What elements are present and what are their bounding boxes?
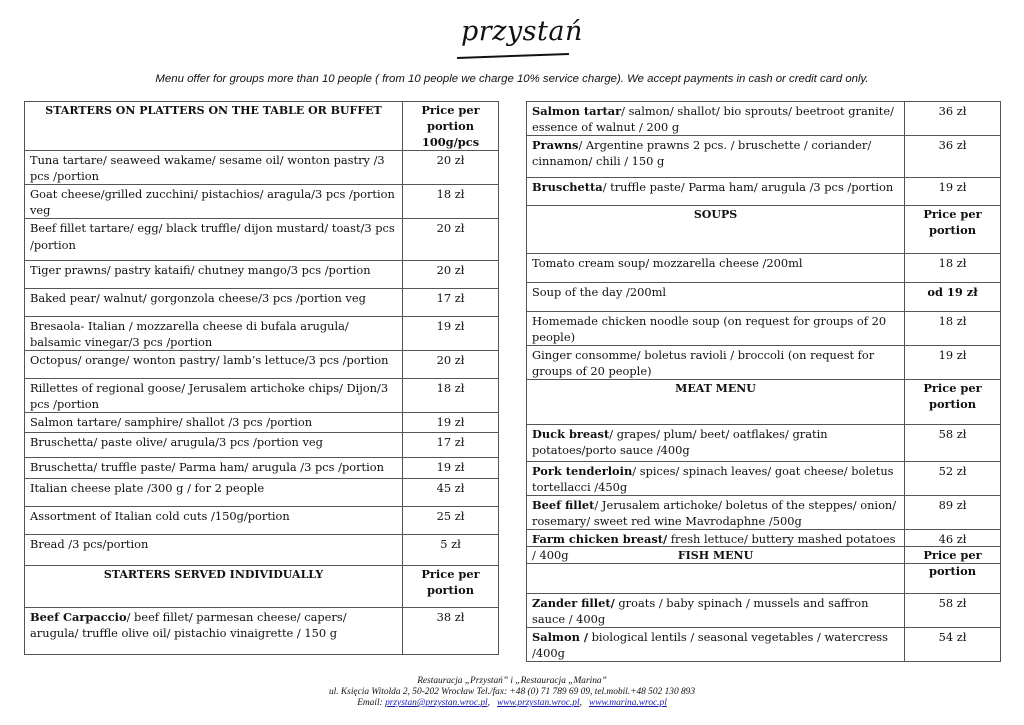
item-price: 17 zł [403,433,499,458]
dish-description: fresh lettuce/ buttery mashed potatoes / 400g [532,532,896,562]
menu-item: Octopus/ orange/ wonton pastry/ lamb’s lettuce/3 pcs /portion [25,351,403,379]
item-price: 19 zł [403,317,499,351]
website-link-przystan[interactable]: www.przystan.wroc.pl [497,698,580,708]
menu-item [527,178,905,206]
menu-item [527,136,905,178]
item-price: 46 zł [905,530,1001,564]
menu-item: Salmon tartare/ samphire/ shallot /3 pcs /portion [25,413,403,433]
footer [0,676,1024,709]
item-price: 58 zł [905,594,1001,628]
starters-platters-table [24,101,499,566]
dish-description: / spices/ spinach leaves/ goat cheese/ boletus tortellacci /450g [532,464,894,494]
logo-underline [457,53,569,59]
menu-item [25,608,403,655]
item-price: 19 zł [403,458,499,479]
menu-item: Bruschetta/ truffle paste/ Parma ham/ arugula /3 pcs /portion [25,458,403,479]
right-top-table [526,101,1001,564]
menu-item [527,425,905,462]
item-price: 25 zł [403,507,499,535]
item-price: 36 zł [905,102,1001,136]
footer-contact [0,698,1024,709]
logo-text: przystań [461,16,583,47]
restaurant-logo [453,12,583,62]
item-price: 18 zł [403,185,499,219]
item-price: 5 zł [403,535,499,566]
email-link[interactable]: przystan@przystan.wroc.pl [385,698,488,708]
item-price: 58 zł [905,425,1001,462]
menu-item [527,102,905,136]
item-price: 19 zł [905,178,1001,206]
item-price: 54 zł [905,628,1001,662]
item-price: 89 zł [905,496,1001,530]
dish-name: Salmon tartar [532,104,622,118]
item-price: 17 zł [403,289,499,317]
menu-item: Tomato cream soup/ mozzarella cheese /200ml [527,254,905,283]
dish-description: / Jerusalem artichoke/ boletus of the steppes/ onion/ rosemary/ sweet red wine Mavrodaphne /500g [532,498,897,528]
item-price: 20 zł [403,261,499,289]
item-price: 18 zł [905,254,1001,283]
section-title: STARTERS SERVED INDIVIDUALLY [25,566,403,608]
item-price: 18 zł [403,379,499,413]
section-title: FISH MENU [527,547,905,594]
item-price: 52 zł [905,462,1001,496]
item-price: 38 zł [403,608,499,655]
menu-item: Bresaola- Italian / mozzarella cheese di bufala arugula/ balsamic vinegar/3 pcs /portion [25,317,403,351]
menu-item [527,594,905,628]
footer-address: ul. Księcia Witolda 2, 50-202 Wrocław Tel./fax: +48 (0) 71 789 69 09, tel.mobil.+48 502 130 893 [328,687,696,697]
item-price: 36 zł [905,136,1001,178]
dish-name: Zander fillet/ [532,596,615,610]
dish-description: groats / baby spinach / mussels and saffron sauce / 400g [532,596,869,626]
menu-item: Tuna tartare/ seaweed wakame/ sesame oil/ wonton pastry /3 pcs /portion [25,151,403,185]
item-price: 20 zł [403,351,499,379]
item-price: 20 zł [403,219,499,261]
dish-name: Pork tenderloin [532,464,633,478]
menu-item: Tiger prawns/ pastry kataifi/ chutney mango/3 pcs /portion [25,261,403,289]
dish-description: / grapes/ plum/ beet/ oatflakes/ gratin potatoes/porto sauce /400g [532,427,828,457]
menu-item: Bread /3 pcs/portion [25,535,403,566]
fish-menu-table [526,546,1001,662]
item-price: 45 zł [403,479,499,507]
dish-description: / salmon/ shallot/ bio sprouts/ beetroot granite/ essence of walnut / 200 g [532,104,894,134]
item-price: 18 zł [905,312,1001,346]
email-label: Email: [357,698,383,708]
dish-name: Duck breast [532,427,610,441]
menu-item: Assortment of Italian cold cuts /150g/portion [25,507,403,535]
separator: , [487,698,490,708]
section-title: SOUPS [527,206,905,254]
dish-description: / beef fillet/ parmesan cheese/ capers/ arugula/ truffle olive oil/ pistachio vinaigrette / 150 g [30,610,347,640]
footer-restaurant-names: Restauracja „Przystań” i „Restauracja „Marina” [417,676,607,686]
section-title: STARTERS ON PLATTERS ON THE TABLE OR BUFFET [25,102,403,151]
dish-name: Bruschetta [532,180,603,194]
dish-name: Prawns [532,138,579,152]
price-header: Price per portion 100g/pcs [403,102,499,151]
website-link-marina[interactable]: www.marina.wroc.pl [588,698,667,708]
menu-item: Beef fillet tartare/ egg/ black truffle/ dijon mustard/ toast/3 pcs /portion [25,219,403,261]
price-header: Price per portion [905,547,1001,594]
menu-item: Ginger consomme/ boletus ravioli / broccoli (on request for groups of 20 people) [527,346,905,380]
item-price: 19 zł [403,413,499,433]
menu-item [527,496,905,530]
dish-description: / Argentine prawns 2 pcs. / bruschette / coriander/ cinnamon/ chili / 150 g [532,138,872,168]
menu-item: Homemade chicken noodle soup (on request for groups of 20 people) [527,312,905,346]
starters-individual-table [24,565,499,655]
dish-name: Salmon / [532,630,588,644]
price-header: Price per portion [905,206,1001,254]
menu-item: Soup of the day /200ml [527,283,905,312]
price-header: Price per portion [905,380,1001,425]
dish-description: biological lentils / seasonal vegetables / watercress /400g [532,630,888,660]
dish-description: / truffle paste/ Parma ham/ arugula /3 pcs /portion [602,180,894,194]
dish-name: Beef fillet [532,498,595,512]
item-price: 19 zł [905,346,1001,380]
dish-name: Beef Carpaccio [30,610,127,624]
price-header: Price per portion [403,566,499,608]
menu-item: Rillettes of regional goose/ Jerusalem artichoke chips/ Dijon/3 pcs /portion [25,379,403,413]
separator: , [579,698,582,708]
section-title: MEAT MENU [527,380,905,425]
item-price: od 19 zł [905,283,1001,312]
menu-item: Italian cheese plate /300 g / for 2 people [25,479,403,507]
menu-item: Baked pear/ walnut/ gorgonzola cheese/3 pcs /portion veg [25,289,403,317]
dish-name: Farm chicken breast/ [532,532,668,546]
menu-item [527,628,905,662]
menu-item: Goat cheese/grilled zucchini/ pistachios/ aragula/3 pcs /portion veg [25,185,403,219]
menu-item [527,462,905,496]
menu-item: Bruschetta/ paste olive/ arugula/3 pcs /portion veg [25,433,403,458]
intro-text: Menu offer for groups more than 10 people ( from 10 people we charge 10% service charge). We accept payments in cash or credit card only. [155,73,869,85]
item-price: 20 zł [403,151,499,185]
